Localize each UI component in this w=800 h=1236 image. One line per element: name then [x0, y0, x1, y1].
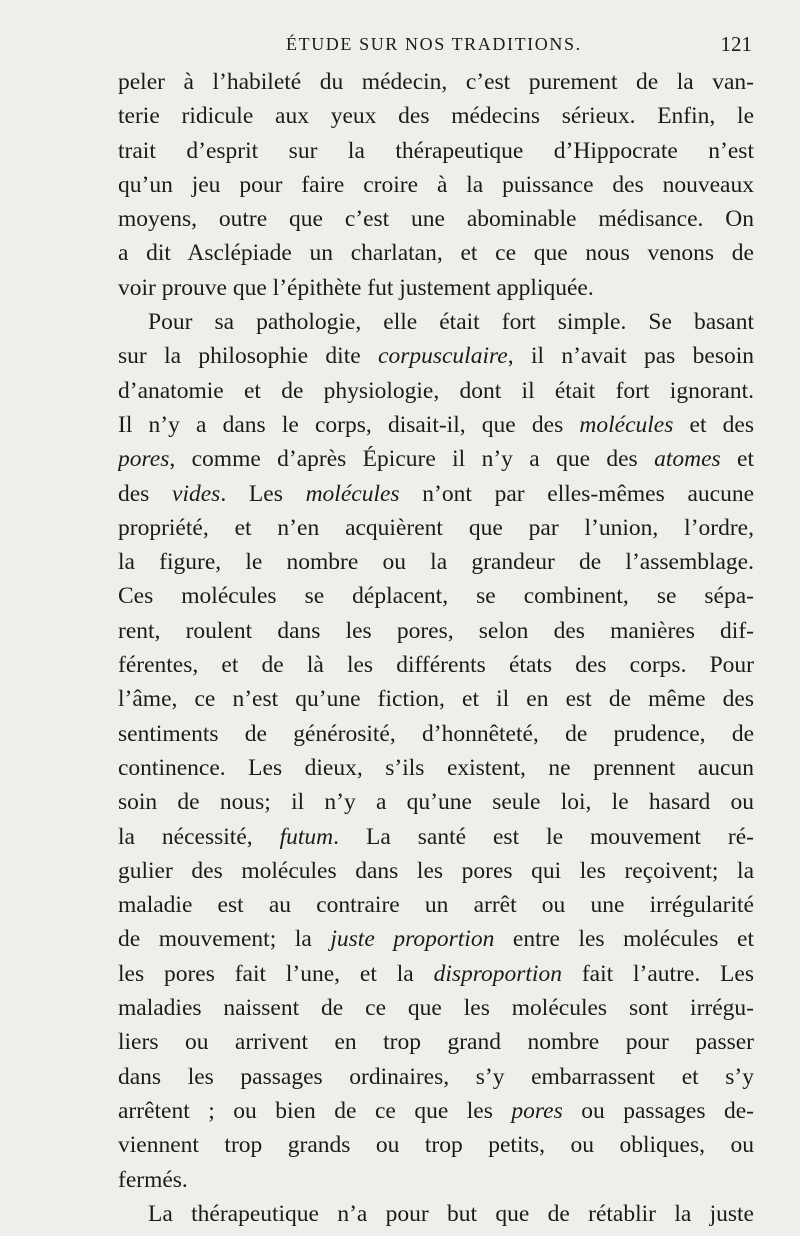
text-segment: arrêtent ; ou bien de ce que les — [118, 1097, 512, 1124]
text-line — [118, 442, 754, 476]
text-line — [118, 991, 754, 1025]
text-segment: liers ou arrivent en trop grand nombre pour passer — [118, 1029, 754, 1056]
text-line — [118, 374, 754, 408]
italic-term: futum — [279, 823, 334, 850]
text-line — [118, 957, 754, 991]
text-segment: gulier des molécules dans les pores qui les reçoivent; la — [118, 857, 754, 884]
text-segment: fait l’autre. Les — [561, 960, 754, 987]
text-line — [118, 1128, 754, 1162]
body-text — [118, 65, 754, 1231]
text-segment: rent, roulent dans les pores, selon des manières dif- — [118, 617, 754, 644]
text-line — [118, 1197, 754, 1231]
text-segment: , comme d’après Épicure il n’y a que des — [169, 446, 655, 473]
text-segment: Pour sa pathologie, elle était fort simple. Se basant — [148, 309, 754, 336]
text-segment: trait d’esprit sur la thérapeutique d’Hippocrate n’est — [118, 137, 754, 164]
text-line — [118, 1094, 754, 1128]
text-segment: entre les molécules et — [494, 926, 754, 953]
text-segment: férentes, et de là les différents états des corps. Pour — [118, 652, 754, 679]
text-segment: viennent trop grands ou trop petits, ou obliques, ou — [118, 1132, 754, 1159]
italic-term: vides — [172, 480, 221, 507]
text-segment: dans les passages ordinaires, s’y embarrassent et s’y — [118, 1063, 754, 1090]
text-line — [118, 545, 754, 579]
text-line — [118, 1060, 754, 1094]
text-segment: n’ont par elles-mêmes aucune — [399, 480, 754, 507]
text-line — [118, 236, 754, 270]
italic-term: molécules — [579, 411, 674, 438]
text-line — [118, 65, 754, 99]
text-line — [118, 477, 754, 511]
text-segment: soin de nous; il n’y a qu’une seule loi, le hasard ou — [118, 789, 754, 816]
text-segment: peler à l’habileté du médecin, c’est purement de la van- — [118, 69, 754, 95]
text-segment: la nécessité, — [118, 823, 280, 850]
page-number: 121 — [720, 32, 752, 56]
text-line — [118, 682, 754, 716]
text-line — [118, 579, 754, 613]
text-line — [118, 785, 754, 819]
text-line — [118, 271, 754, 305]
text-segment: terie ridicule aux yeux des médecins sérieux. Enfin, le — [118, 103, 754, 130]
text-segment: l’âme, ce n’est qu’une fiction, et il en est de même des — [118, 686, 754, 713]
text-line — [118, 614, 754, 648]
text-line — [118, 854, 754, 888]
text-segment: continence. Les dieux, s’ils existent, ne prennent aucun — [118, 754, 754, 781]
text-segment: des — [118, 480, 173, 507]
text-line — [118, 339, 754, 373]
text-line — [118, 820, 754, 854]
text-line — [118, 717, 754, 751]
text-segment: , il n’avait pas besoin — [507, 343, 754, 370]
text-segment: sentiments de générosité, d’honnêteté, de prudence, de — [118, 720, 754, 747]
text-line — [118, 202, 754, 236]
text-segment: . Les — [220, 480, 306, 507]
text-line — [118, 408, 754, 442]
text-line — [118, 922, 754, 956]
text-line — [118, 511, 754, 545]
text-line — [118, 99, 754, 133]
running-title: ÉTUDE SUR NOS TRADITIONS. — [286, 34, 582, 54]
italic-term: atomes — [654, 446, 721, 473]
text-segment: moyens, outre que c’est une abominable médisance. On — [118, 206, 754, 233]
text-segment: les pores fait l’une, et la — [118, 960, 434, 987]
text-line — [118, 305, 754, 339]
page-header — [118, 22, 754, 62]
text-segment: La thérapeutique n’a pour but que de rétablir la juste — [148, 1200, 754, 1227]
text-segment: et — [720, 446, 754, 473]
italic-term: pores — [118, 446, 170, 473]
text-segment: a dit Asclépiade un charlatan, et ce que nous venons de — [118, 240, 754, 267]
text-segment: et des — [673, 411, 754, 438]
text-segment: maladies naissent de ce que les molécules sont irrégu- — [118, 995, 754, 1022]
text-segment: qu’un jeu pour faire croire à la puissance des nouveaux — [118, 171, 754, 198]
italic-term: molécules — [305, 480, 400, 507]
text-line — [118, 751, 754, 785]
text-line — [118, 648, 754, 682]
text-segment: de mouvement; la — [118, 926, 331, 953]
text-segment: sur la philosophie dite — [118, 343, 379, 370]
text-segment: Ces molécules se déplacent, se combinent, se sépa- — [118, 583, 754, 610]
text-segment: la figure, le nombre ou la grandeur de l’assemblage. — [118, 549, 754, 576]
text-line — [118, 168, 754, 202]
text-segment: . La santé est le mouvement ré- — [333, 823, 754, 850]
italic-term: corpusculaire — [378, 343, 508, 370]
text-line — [118, 1025, 754, 1059]
italic-term: pores — [511, 1097, 563, 1124]
text-line — [118, 1163, 754, 1197]
text-segment: propriété, et n’en acquièrent que par l’union, l’ordre, — [118, 514, 754, 541]
text-segment: d’anatomie et de physiologie, dont il était fort ignorant. — [118, 377, 754, 404]
text-segment: Il n’y a dans le corps, disait-il, que des — [118, 411, 580, 438]
text-segment: ou passages de- — [562, 1097, 754, 1124]
italic-term: disproportion — [433, 960, 562, 987]
text-line — [118, 888, 754, 922]
text-segment: voir prouve que l’épithète fut justement appliquée. — [118, 274, 594, 301]
italic-term: juste proportion — [330, 926, 495, 953]
text-segment: maladie est au contraire un arrêt ou une irrégularité — [118, 892, 754, 919]
text-segment: fermés. — [118, 1166, 188, 1193]
text-line — [118, 134, 754, 168]
